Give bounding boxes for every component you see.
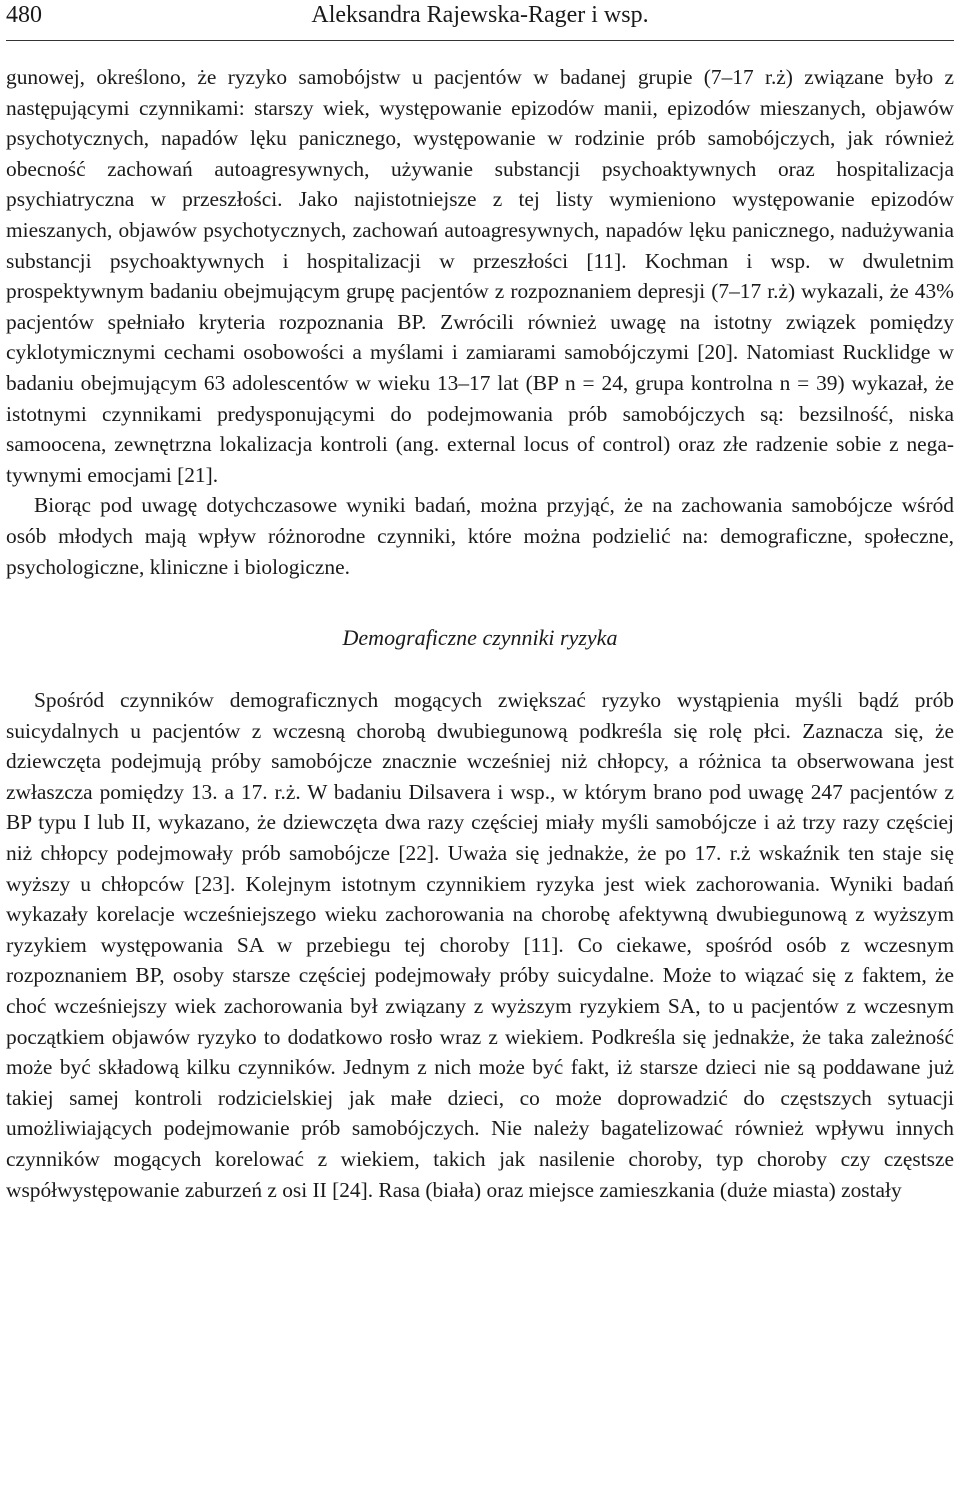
paragraph: Biorąc pod uwagę dotychczasowe wyniki badań, można przyjąć, że na zachowania samobójcze wśród osób młodych mają wpływ różnorodne czynniki, które można podzielić na: demograficzne, społeczne, psychologiczne, kliniczne i biologiczne. xyxy=(6,493,954,579)
running-title: Aleksandra Rajewska-Rager i wsp. xyxy=(311,2,649,28)
section-paragraph: Spośród czynników demograficznych mogących zwiększać ryzyko wystąpienia myśli bądź prób suicydalnych u pacjentów z wczesną chorobą dwubiegunową podkreśla się rolę płci. Zaznacza się, że dziewczęta podejmują próby samobójcze znacznie wcześniej niż chłopcy, a różnica ta obserwowana jest zwłaszcza pomiędzy 13. a 17. r.ż. W badaniu Dilsavera i wsp., w którym brano pod uwagę 247 pacjentów z BP typu I lub II, wykazano, że dziewczęta dwa razy częściej miały myśli samobójcze i aż trzy razy częściej niż chłopcy podejmowały prób samobójcze [22]. Uważa się jednakże, że po 17. r.ż wskaźnik ten staje się wyższy u chłopców [23]. Kolejnym istotnym czynnikiem ryzyka jest wiek zachorowania. Wyniki badań wykazały korelacje wcześniejszego wieku zachorowania na chorobę afektywną dwubiegunową z wyższym ryzykiem występowania SA w przebiegu tej choroby [11]. Co ciekawe, spośród osób z wczesnym rozpoznaniem BP, osoby starsze częściej podejmowały próby suicydalne. Może to wiązać się z faktem, że choć wcześniejszy wiek zachorowania był związany z wyższym ryzykiem SA, to u pacjentów z wczesnym początkiem objawów ryzyko to dodatkowo rosło wraz z wiekiem. Podkreśla się jednakże, że taka zależność może być składową kilku czynników. Jednym z nich może być fakt, iż starsze dzieci nie są poddawane już takiej samej kontroli rodzicielskiej jak małe dzieci, co może doprowadzić do częstszych sytuacji umożliwiających podejmowanie prób samobójczych. Nie należy bagatelizować również wpływu innych czynników mogących korelować z wiekiem, takich jak nasilenie choroby, typ choroby czy częstsze współwystępowanie zaburzeń z osi II [24]. Rasa (biała) oraz miejsce zamieszkania (duże miasta) zostały xyxy=(6,688,954,1202)
running-header xyxy=(6,0,954,41)
section-heading: Demograficzne czynniki ryzyka xyxy=(342,625,618,651)
body-text xyxy=(6,62,954,1205)
paragraph-continued: gunowej, określono, że ryzyko samobójstw u pacjentów w badanej grupie (7–17 r.ż) związane było z następującymi czynnikami: starszy wiek, występowanie epizodów manii, epizodów mieszanych, objawów psychotycznych, napadów lęku panicznego, występowanie w rodzinie prób samobójczych, jak również obecność zachowań autoagresywnych, używanie substancji psychoaktywnych oraz hospitalizacja psychiatryczna w przeszłości. Jako najistotniejsze z tej listy wymieniono występowanie epizodów mieszanych, objawów psychotycznych, zachowań autoagresywnych, napadów lęku panicznego, nadużywania substancji psychoaktywnych i hospitalizacji w przeszłości [11]. Kochman i wsp. w dwuletnim prospektywnym badaniu obejmującym grupę pacjentów z rozpoznaniem depresji (7–17 r.ż) wykazali, że 43% pacjentów spełniało kryteria rozpoznania BP. Zwrócili również uwagę na istotny związek pomiędzy cyklotymicznymi cechami osobowości a myślami i zamiarami samobójczymi [20]. Natomiast Rucklidge w badaniu obejmującym 63 adolescentów w wieku 13–17 lat (BP n = 24, grupa kontrolna n = 39) wykazał, że istotnymi czynnikami predysponującymi do podejmowania prób samobójczych są: bezsilność, niska samoocena, zewnętrzna lokalizacja kontroli (ang. external locus of control) oraz złe radzenie sobie z negatywnymi emocjami [21]. xyxy=(6,65,954,487)
page-number: 480 xyxy=(6,2,42,28)
